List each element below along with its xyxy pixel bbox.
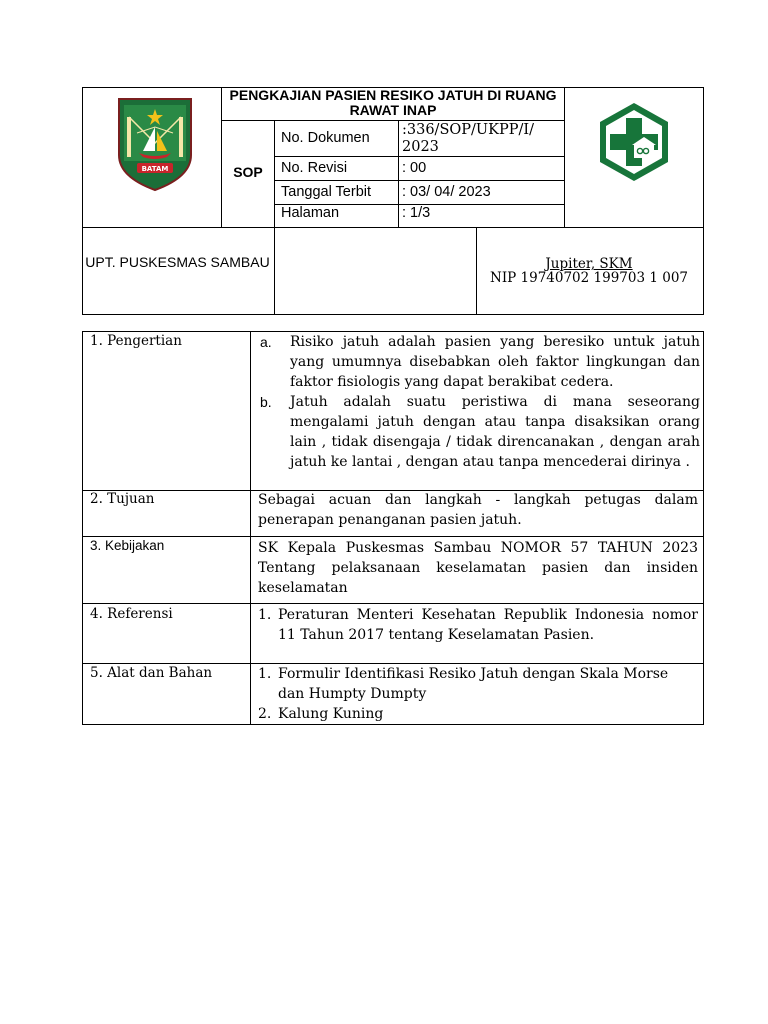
row-label-kebijakan: 3. Kebijakan xyxy=(90,538,165,553)
sop-label: SOP xyxy=(233,164,263,180)
logo-text-batam: BATAM xyxy=(141,165,169,173)
list-item-text: Kalung Kuning xyxy=(278,706,384,722)
list-item-text: Peraturan Menteri Kesehatan Republik Indonesia nomor 11 Tahun 2017 tentang Keselamatan Pasien. xyxy=(278,607,698,643)
organization-name: UPT. PUSKESMAS SAMBAU xyxy=(85,254,270,270)
signer-name: Jupiter, SKM xyxy=(545,256,633,272)
row-label-tujuan: 2. Tujuan xyxy=(90,491,155,507)
list-marker: 1. xyxy=(258,666,272,682)
meta-label-tanggal-terbit: Tanggal Terbit xyxy=(281,184,372,200)
list-marker: 2. xyxy=(258,706,272,722)
row-label-alat-dan-bahan: 5. Alat dan Bahan xyxy=(90,665,213,681)
row-label-referensi: 4. Referensi xyxy=(90,606,173,622)
meta-label-halaman: Halaman xyxy=(281,205,340,221)
list-marker: a. xyxy=(260,334,272,350)
kebijakan-content: SK Kepala Puskesmas Sambau NOMOR 57 TAHUN 2023 Tentang pelaksanaan keselamatan pasien dan insiden keselamatan xyxy=(258,540,698,596)
meta-value-no-dokumen: :336/SOP/UKPP/I/ 2023 xyxy=(402,122,534,155)
list-item-text: Formulir Identifikasi Resiko Jatuh dengan Skala Morse dan Humpty Dumpty xyxy=(278,666,669,702)
list-item-text: Jatuh adalah suatu peristiwa di mana seseorang mengalami jatuh dengan atau tanpa disaksikan orang lain , tidak disengaja / tidak direncanakan , dengan arah jatuh ke lantai , dengan atau tanpa mencederai dirinya . xyxy=(290,394,700,470)
document-title: PENGKAJIAN PASIEN RESIKO JATUH DI RUANG RAWAT INAP xyxy=(229,87,557,118)
puskesmas-logo xyxy=(596,100,672,184)
signer-nip: NIP 19740702 199703 1 007 xyxy=(490,270,688,286)
list-marker: b. xyxy=(260,394,272,410)
meta-label-no-revisi: No. Revisi xyxy=(281,160,348,176)
meta-value-halaman: : 1/3 xyxy=(402,205,431,221)
referensi-content xyxy=(258,605,698,655)
pengertian-content xyxy=(260,332,700,488)
alat-dan-bahan-content xyxy=(258,664,698,722)
list-item-text: Risiko jatuh adalah pasien yang beresiko untuk jatuh yang umumnya disebabkan oleh faktor lingkungan dan faktor fisiologis yang dapat berakibat cedera. xyxy=(290,334,700,390)
meta-value-tanggal-terbit: : 03/ 04/ 2023 xyxy=(402,184,491,200)
city-emblem-logo xyxy=(117,97,193,192)
meta-label-no-dokumen: No. Dokumen xyxy=(281,130,370,146)
row-label-pengertian: 1. Pengertian xyxy=(90,333,182,349)
meta-value-no-revisi: : 00 xyxy=(402,160,427,176)
tujuan-content: Sebagai acuan dan langkah - langkah petugas dalam penerapan penanganan pasien jatuh. xyxy=(258,492,698,528)
list-marker: 1. xyxy=(258,607,272,623)
